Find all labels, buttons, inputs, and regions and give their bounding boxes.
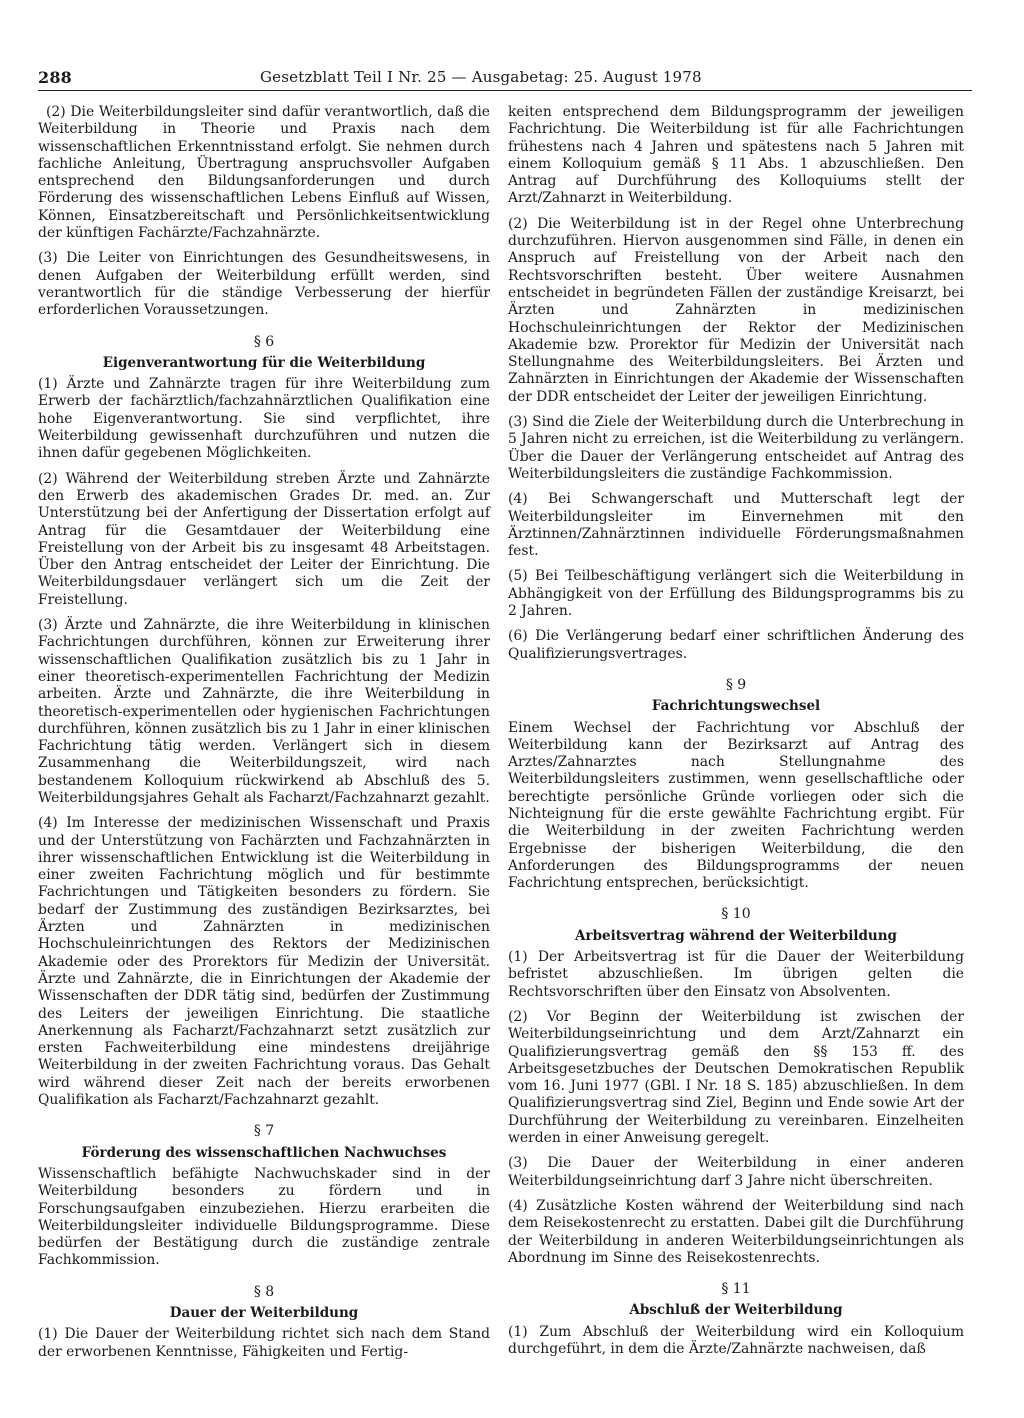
paragraph: (3) Ärzte und Zahnärzte, die ihre Weiterbildung in klinischen Fachrichtungen durchführen, können zur Erweiterung ihrer wissenschaftlichen Qualifikation zusätzlich bis zu 1 Jahr in einer theoretisch-experimentellen Fachrichtung der Medizin arbeiten. Ärzte und Zahnärzte, die ihre Weiterbildung in theoretisch-experimentellen oder hygienischen Fachrichtungen durchführen, können zusätzlich bis zu 1 Jahr in einer klinischen Fachrichtung tätig werden. Verlängert sich in diesem Zusammenhang die Weiterbildungszeit, wird nach bestandenem Kolloquium rückwirkend ab Abschluß des 5. Weiterbildungsjahres Gehalt als Facharzt/Fachzahnarzt gezahlt. bbox=[38, 617, 490, 806]
section-title: Eigenverantwortung für die Weiterbildung bbox=[102, 354, 426, 371]
paragraph: (4) Im Interesse der medizinischen Wissenschaft und Praxis und der Unterstützung von Fachärzten und Fachzahnärzten in ihrer wissenschaftlichen Entwicklung ist die Weiterbildung in einer zweiten Fachrichtung möglich und für bestimmte Fachrichtungen und Tätigkeiten besonders zu fördern. Sie bedarf der Zustimmung des zuständigen Bezirksarztes, bei Ärzten und Zahnärzten in medizinischen Hochschuleinrichtungen des Rektors der Medizinischen Akademie oder des Prorektors für Medizin der Universität. Ärzte und Zahnärzte, die in Einrichtungen der Akademie der Wissenschaften der DDR tätig sind, bedürfen der Zustimmung des Leiters der jeweiligen Einrichtung. Die staatliche Anerkennung als Facharzt/Fachzahnarzt setzt zusätzlich zur ersten Fachweiterbildung eine mindestens dreijährige Weiterbildung in der zweiten Fachrichtung voraus. Das Gehalt wird während dieser Zeit nach der bereits erworbenen Qualifikation als Facharzt/Fachzahnarzt gezahlt. bbox=[38, 815, 490, 1109]
left-column bbox=[38, 104, 490, 1369]
paragraph: (2) Die Weiterbildung ist in der Regel ohne Unterbrechung durchzuführen. Hiervon ausgenommen sind Fälle, in denen ein Anspruch auf Freistellung von der Arbeit nach den Rechtsvorschriften besteht. Über weitere Ausnahmen entscheidet in begründeten Fällen der zuständige Kreisarzt, bei Ärzten und Zahnärzten in medizinischen Hochschuleinrichtungen der Rektor der Medizinischen Akademie bzw. Prorektor für Medizin der Universität nach Stellungnahme des Weiterbildungsleiters. Bei Ärzten und Zahnärzten in Einrichtungen der Akademie der Wissenschaften der DDR entscheidet der Leiter der jeweiligen Einrichtung. bbox=[508, 215, 964, 405]
section-number: § 9 bbox=[725, 676, 747, 693]
section-title: Dauer der Weiterbildung bbox=[169, 1305, 359, 1321]
paragraph: Wissenschaftlich befähigte Nachwuchskader sind in der Weiterbildung besonders zu fördern und in Forschungsaufgaben einzubeziehen. Hierzu erarbeiten die Weiterbildungsleiter individuelle Bildungsprogramme. Diese bedürfen der Bestätigung durch die zuständige zentrale Fachkommission. bbox=[38, 1165, 490, 1269]
paragraph: (1) Der Arbeitsvertrag ist für die Dauer der Weiterbildung befristet abzuschließen. Im übrigen gelten die Rechtsvorschriften über den Einsatz von Absolventen. bbox=[508, 949, 964, 1000]
section-title: Förderung des wissenschaftlichen Nachwuchses bbox=[81, 1144, 447, 1161]
paragraph: (3) Die Dauer der Weiterbildung in einer anderen Weiterbildungseinrichtung darf 3 Jahre nicht überschreiten. bbox=[508, 1155, 964, 1189]
paragraph: Einem Wechsel der Fachrichtung vor Abschluß der Weiterbildung kann der Bezirksarzt auf Antrag des Arztes/Zahnarztes nach Stellungnahme des Weiterbildungsleiters zustimmen, wenn gesellschaftliche oder berechtigte persönliche Gründe vorliegen oder sich die Nichteignung für die erste gewählte Fachrichtung ergibt. Für die Weiterbildung in der zweiten Fachrichtung werden Ergebnisse der bisherigen Weiterbildung, die den Anforderungen des Bildungsprogramms der neuen Fachrichtung entsprechen, berücksichtigt. bbox=[508, 719, 964, 892]
section-number: § 6 bbox=[253, 333, 275, 350]
page-header bbox=[38, 66, 972, 91]
section-number: § 10 bbox=[721, 906, 751, 923]
running-title: Gesetzblatt Teil I Nr. 25 — Ausgabetag: 25. August 1978 bbox=[260, 68, 702, 86]
paragraph: (3) Sind die Ziele der Weiterbildung durch die Unterbrechung in 5 Jahren nicht zu erreichen, ist die Weiterbildung zu verlängern. Über die Dauer der Verlängerung entscheidet auf Antrag des Weiterbildungsleiters die zuständige Fachkommission. bbox=[508, 414, 964, 482]
page-number: 288 bbox=[38, 68, 72, 87]
paragraph: (2) Vor Beginn der Weiterbildung ist zwischen der Weiterbildungseinrichtung und dem Arzt/Zahnarzt ein Qualifizierungsvertrag gemäß den §§ 153 ff. des Arbeitsgesetzbuches der Deutschen Demokratischen Republik vom 16. Juni 1977 (GBl. I Nr. 18 S. 185) abzuschließen. In dem Qualifizierungsvertrag sind Ziel, Beginn und Ende sowie Art der Durchführung der Weiterbildung zu vereinbaren. Einzelheiten werden in einer Anweisung geregelt. bbox=[508, 1008, 964, 1147]
section-title: Fachrichtungswechsel bbox=[651, 698, 821, 715]
paragraph: (2) Während der Weiterbildung streben Ärzte und Zahnärzte den Erwerb des akademischen Grades Dr. med. an. Zur Unterstützung bei der Anfertigung der Dissertation erfolgt auf Antrag für die Gesamtdauer der Weiterbildung eine Freistellung von der Arbeit bis zu insgesamt 48 Arbeitstagen. Über den Antrag entscheidet der Leiter der Einrichtung. Die Weiterbildungsdauer verlängert sich um die Zeit der Freistellung. bbox=[38, 470, 490, 608]
paragraph: (3) Die Leiter von Einrichtungen des Gesundheitswesens, in denen Aufgaben der Weiterbildung erfüllt werden, sind verantwortlich für die ständige Verbesserung der hierfür erforderlichen Voraussetzungen. bbox=[38, 250, 490, 319]
paragraph: keiten entsprechend dem Bildungsprogramm der jeweiligen Fachrichtung. Die Weiterbildung ist für alle Fachrichtungen frühestens nach 4 Jahren und spätestens nach 5 Jahren mit einem Kolloquium gemäß § 11 Abs. 1 abzuschließen. Den Antrag auf Durchführung des Kolloquiums stellt der Arzt/Zahnarzt in Weiterbildung. bbox=[508, 104, 964, 207]
paragraph: (1) Die Dauer der Weiterbildung richtet sich nach dem Stand der erworbenen Kenntnisse, Fähigkeiten und Fertig- bbox=[38, 1326, 490, 1360]
paragraph: (5) Bei Teilbeschäftigung verlängert sich die Weiterbildung in Abhängigkeit von der Erfüllung des Bildungsprogramms bis zu 2 Jahren. bbox=[508, 568, 964, 620]
section-title: Abschluß der Weiterbildung bbox=[629, 1302, 843, 1319]
paragraph: (2) Die Weiterbildungsleiter sind dafür verantwortlich, daß die Weiterbildung in Theorie und Praxis nach dem wissenschaftlichen Erkenntnisstand erfolgt. Sie nehmen durch fachliche Anleitung, Übertragung anspruchsvoller Aufgaben entsprechend den Bildungsanforderungen und durch Förderung des wissenschaftlichen Lebens Einfluß auf Wissen, Können, Einsatzbereitschaft und Persönlichkeitsentwicklung der künftigen Fachärzte/Fachzahnärzte. bbox=[38, 104, 490, 242]
paragraph: (4) Zusätzliche Kosten während der Weiterbildung sind nach dem Reisekostenrecht zu erstatten. Dabei gilt die Durchführung der Weiterbildung in anderen Weiterbildungseinrichtungen als Abordnung im Sinne des Reisekostenrechts. bbox=[508, 1197, 964, 1266]
right-column bbox=[508, 104, 964, 1366]
section-title: Arbeitsvertrag während der Weiterbildung bbox=[575, 927, 897, 944]
section-number: § 11 bbox=[721, 1281, 751, 1298]
paragraph: (1) Ärzte und Zahnärzte tragen für ihre Weiterbildung zum Erwerb der fachärztlich/fachzahnärztlichen Qualifikation eine hohe Eigenverantwortung. Sie sind verpflichtet, ihre Weiterbildung gewissenhaft durchzuführen und nutzen die ihnen dafür gegebenen Möglichkeiten. bbox=[38, 376, 490, 462]
section-number: § 8 bbox=[253, 1283, 275, 1300]
paragraph: (4) Bei Schwangerschaft und Mutterschaft legt der Weiterbildungsleiter im Einvernehmen mit den Ärztinnen/Zahnärztinnen individuelle Förderungsmaßnahmen fest. bbox=[508, 491, 964, 560]
paragraph: (1) Zum Abschluß der Weiterbildung wird ein Kolloquium durchgeführt, in dem die Ärzte/Zahnärzte nachweisen, daß bbox=[508, 1323, 964, 1357]
paragraph: (6) Die Verlängerung bedarf einer schriftlichen Änderung des Qualifizierungsvertrages. bbox=[508, 628, 964, 662]
section-number: § 7 bbox=[253, 1123, 275, 1140]
